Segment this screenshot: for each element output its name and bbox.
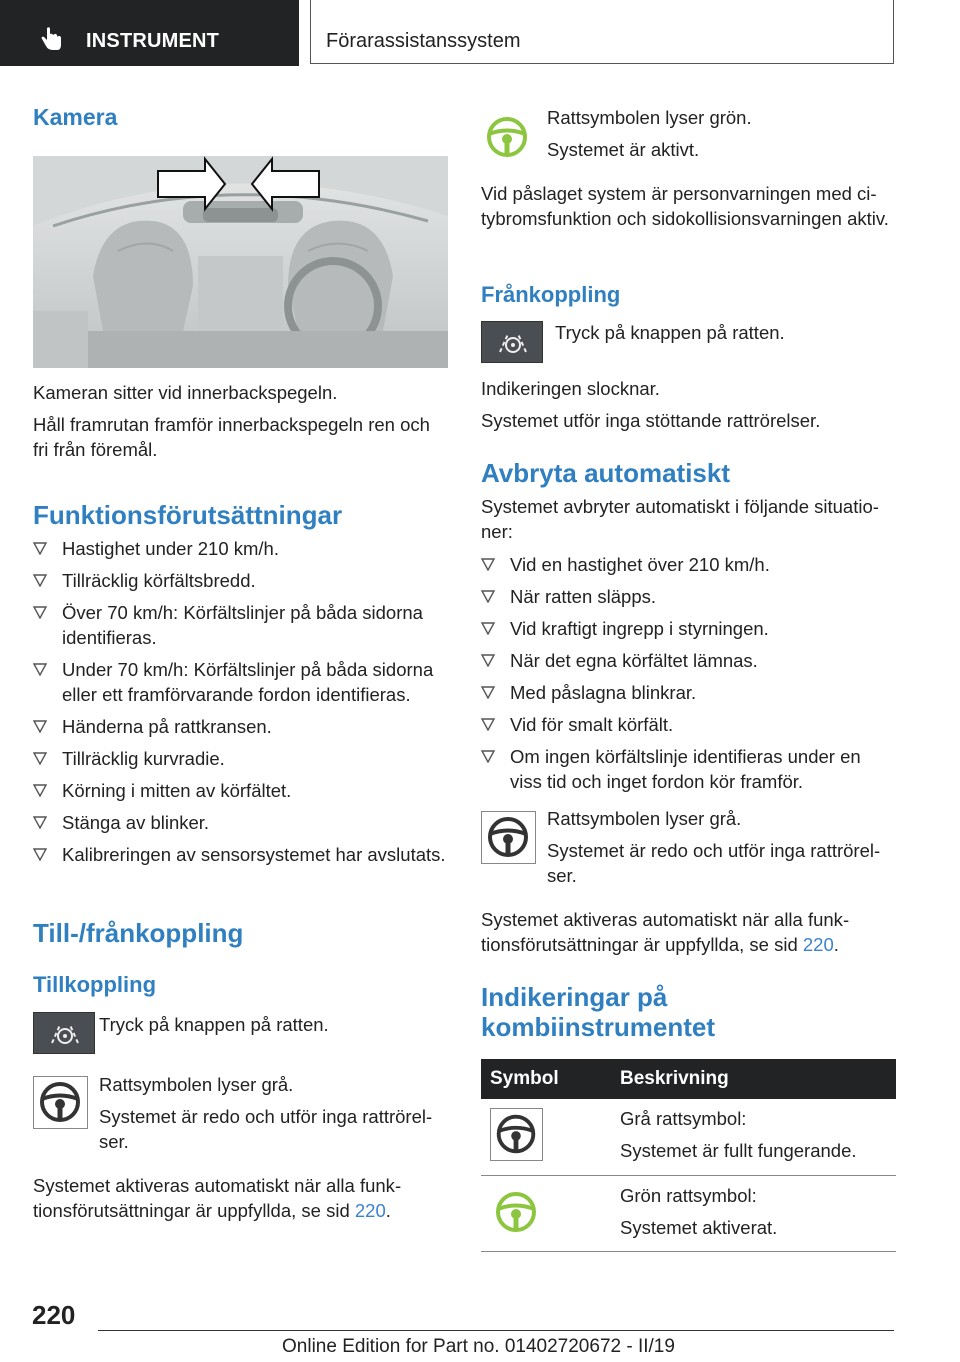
page-link-220[interactable]: 220 [802, 934, 834, 955]
row-description-text: Systemet är fullt fungerande. [620, 1140, 857, 1161]
chapter-tab[interactable] [310, 0, 894, 64]
triangle-bullet-icon [33, 542, 47, 555]
camera-location-text: Kameran sitter vid innerbackspegeln. [33, 382, 338, 403]
green-text2: Systemet är aktivt. [547, 139, 700, 160]
list-item: Stänga av blinker. [33, 810, 448, 835]
list-item: Tillräcklig kurvradie. [33, 746, 448, 771]
triangle-bullet-icon [481, 686, 495, 699]
list-item: När ratten släpps. [481, 584, 896, 609]
function-requirements-list [33, 536, 448, 867]
function-requirements-heading: Funktionsförutsättningar [33, 500, 343, 530]
list-item: Hastighet under 210 km/h. [33, 536, 448, 561]
auto-activation-text: Systemet aktiveras automatiskt när alla funktionsförutsättningar är uppfyllda, se sid 220. [33, 1175, 402, 1221]
triangle-bullet-icon [33, 848, 47, 861]
page-link-220[interactable]: 220 [354, 1200, 386, 1221]
section-tab-instrument[interactable] [0, 0, 299, 66]
abort-intro: Systemet avbryter automatiskt i följande situationer: [481, 496, 879, 542]
gray-text2: Systemet är redo och utför inga rattrörelser. [547, 840, 881, 886]
edition-text: Online Edition for Part no. 01402720672 - II/19 [282, 1336, 675, 1357]
lane-assist-button-icon [33, 1012, 95, 1054]
column-header-symbol: Symbol [481, 1059, 620, 1099]
list-item: Körning i mitten av körfältet. [33, 778, 448, 803]
symbol-table [481, 1059, 896, 1252]
table-row [481, 1099, 896, 1175]
car-interior-illustration [33, 156, 448, 368]
camera-heading: Kamera [33, 104, 118, 130]
section-tab-label: INSTRUMENT [86, 30, 220, 52]
green-text1: Rattsymbolen lyser grön. [547, 107, 752, 128]
hand-pointer-icon [38, 26, 64, 52]
camera-photo [33, 156, 448, 368]
table-cell-symbol [481, 1175, 620, 1251]
list-item: Över 70 km/h: Körfältslinjer på båda sidorna identifieras. [33, 600, 448, 650]
chapter-title: Förarassistanssystem [326, 30, 521, 52]
triangle-bullet-icon [33, 663, 47, 676]
table-cell-description [620, 1175, 896, 1251]
footer-divider [98, 1330, 894, 1331]
triangle-bullet-icon [33, 574, 47, 587]
indications-heading: Indikeringar på kombiinstrumentet [481, 982, 716, 1042]
on-gray-text2: Systemet är redo och utför inga rattrörelser. [99, 1106, 433, 1152]
table-row [481, 1175, 896, 1251]
table-cell-description [620, 1099, 896, 1175]
abort-heading: Avbryta automatiskt [481, 458, 730, 488]
steering-wheel-gray-icon [490, 1108, 543, 1161]
steering-wheel-gray-icon [481, 811, 536, 864]
triangle-bullet-icon [33, 606, 47, 619]
list-item: Vid kraftigt ingrepp i styrningen. [481, 616, 896, 641]
switch-on-heading: Tillkoppling [33, 972, 157, 997]
triangle-bullet-icon [481, 558, 495, 571]
list-item: Vid en hastighet över 210 km/h. [481, 552, 896, 577]
triangle-bullet-icon [33, 784, 47, 797]
triangle-bullet-icon [481, 590, 495, 603]
list-item: Om ingen körfältslinje identifieras under en viss tid och inget fordon kör framför. [481, 744, 896, 794]
steering-wheel-green-icon [490, 1187, 542, 1237]
list-item: Vid för smalt körfält. [481, 712, 896, 737]
triangle-bullet-icon [481, 622, 495, 635]
list-item: När det egna körfältet lämnas. [481, 648, 896, 673]
lane-assist-button-icon [481, 321, 543, 363]
steering-wheel-gray-icon [33, 1076, 88, 1129]
table-header-row [481, 1059, 896, 1099]
active-system-text: Vid påslaget system är personvarningen med citybromsfunktion och sidokollisionsvarningen aktiv. [481, 183, 889, 229]
off-text2: Systemet utför inga stöttande rattrörelser. [481, 410, 821, 431]
on-press-text: Tryck på knappen på ratten. [99, 1014, 329, 1035]
triangle-bullet-icon [481, 654, 495, 667]
triangle-bullet-icon [481, 718, 495, 731]
triangle-bullet-icon [33, 752, 47, 765]
triangle-bullet-icon [481, 750, 495, 763]
triangle-bullet-icon [33, 720, 47, 733]
list-item: Kalibreringen av sensorsystemet har avslutats. [33, 842, 448, 867]
column-header-description: Beskrivning [620, 1059, 896, 1099]
steering-wheel-green-icon [481, 112, 533, 162]
off-text1: Indikeringen slocknar. [481, 378, 660, 399]
auto-activation-text: Systemet aktiveras automatiskt när alla funktionsförutsättningar är uppfyllda, se sid 220. [481, 909, 850, 955]
list-item: Tillräcklig körfältsbredd. [33, 568, 448, 593]
triangle-bullet-icon [33, 816, 47, 829]
camera-clean-text: Håll framrutan framför innerbackspegeln ren och fri från föremål. [33, 414, 430, 460]
abort-list [481, 552, 896, 794]
on-off-heading: Till-/frånkoppling [33, 918, 244, 948]
page-number: 220 [32, 1300, 76, 1330]
list-item: Händerna på rattkransen. [33, 714, 448, 739]
row-description-text: Systemet aktiverat. [620, 1216, 778, 1238]
row-description-title: Grön rattsymbol: [620, 1184, 757, 1206]
row-description-title: Grå rattsymbol: [620, 1108, 747, 1129]
gray-text1: Rattsymbolen lyser grå. [547, 808, 742, 829]
table-cell-symbol [481, 1099, 620, 1175]
page-header [0, 0, 960, 66]
off-press-text: Tryck på knappen på ratten. [555, 322, 785, 343]
list-item: Med påslagna blinkrar. [481, 680, 896, 705]
switch-off-heading: Frånkoppling [481, 282, 621, 307]
on-gray-text1: Rattsymbolen lyser grå. [99, 1074, 294, 1095]
list-item: Under 70 km/h: Körfältslinjer på båda sidorna eller ett framförvarande fordon identifieras. [33, 657, 448, 707]
